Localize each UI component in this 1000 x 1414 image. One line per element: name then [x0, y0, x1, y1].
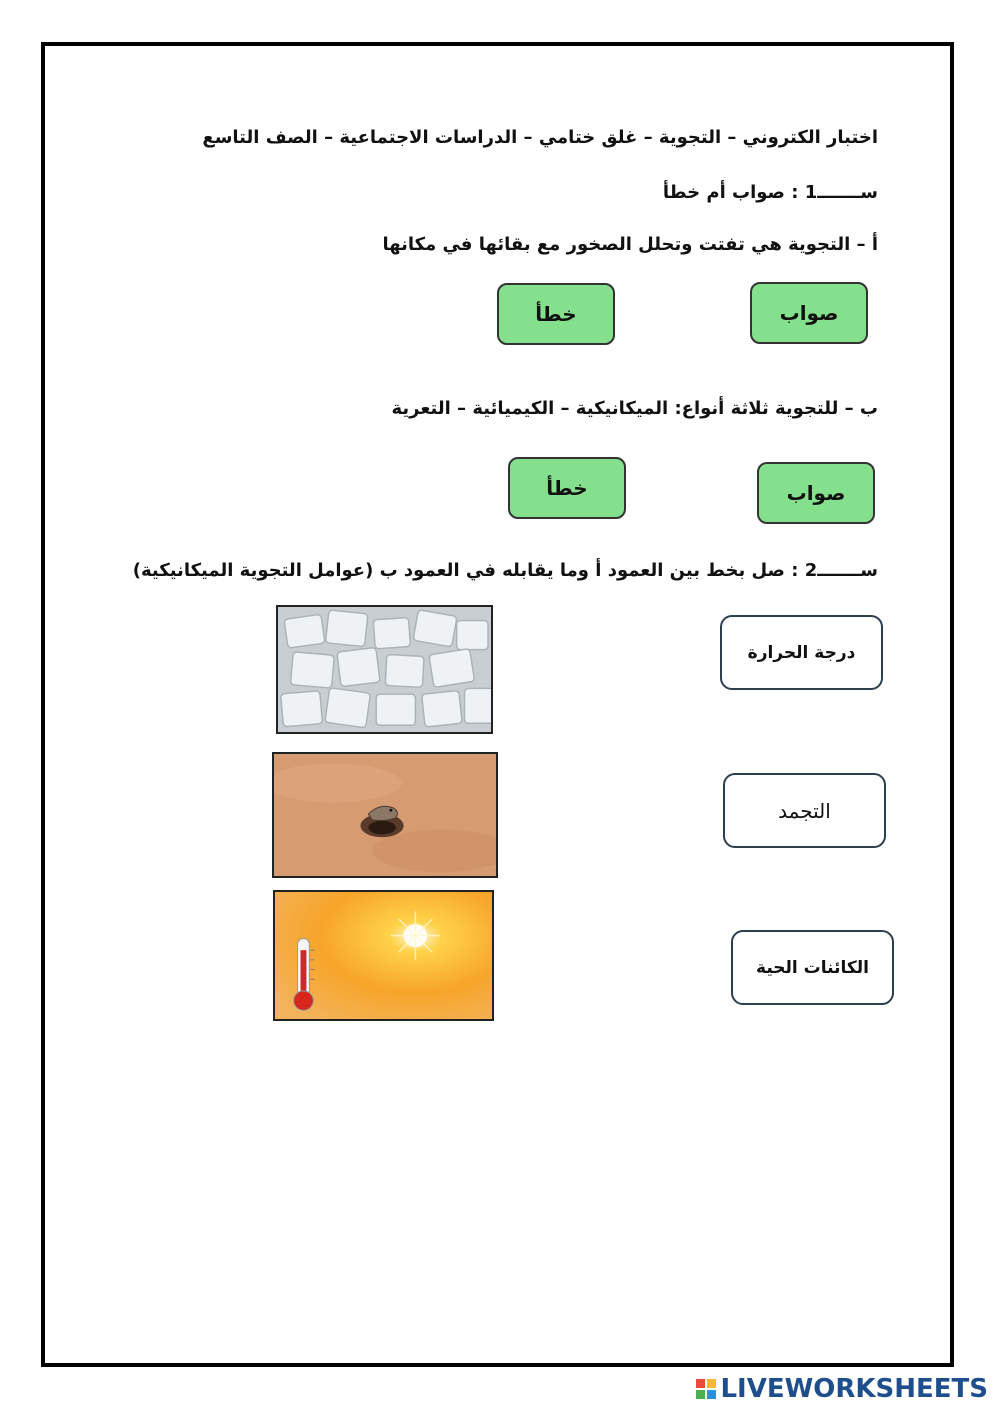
statement-a: أ – التجوية هي تفتت وتحلل الصخور مع بقائها في مكانها	[382, 234, 878, 255]
question-1-heading: ســـــــ1 : صواب أم خطأ	[662, 182, 878, 203]
ice-cubes-image[interactable]	[276, 605, 493, 734]
lizard-in-sand-image[interactable]	[272, 752, 498, 878]
logo-text: LIVEWORKSHEETS	[720, 1374, 988, 1404]
question-2-heading: ســـــــ2 : صل بخط بين العمود أ وما يقابله في العمود ب (عوامل التجوية الميكانيكية)	[132, 560, 878, 581]
false-button-b[interactable]: خطأ	[508, 457, 626, 519]
match-item-living-organisms[interactable]: الكائنات الحية	[731, 930, 894, 1005]
sun-thermometer-image[interactable]	[273, 890, 494, 1021]
liveworksheets-logo	[696, 1374, 988, 1404]
logo-cubes-icon	[696, 1379, 716, 1399]
true-button-a[interactable]: صواب	[750, 282, 868, 344]
worksheet-title: اختبار الكتروني – التجوية – غلق ختامي – الدراسات الاجتماعية – الصف التاسع	[202, 127, 878, 148]
match-item-temperature[interactable]: درجة الحرارة	[720, 615, 883, 690]
false-button-a[interactable]: خطأ	[497, 283, 615, 345]
match-item-freezing[interactable]: التجمد	[723, 773, 886, 848]
statement-b: ب – للتجوية ثلاثة أنواع: الميكانيكية – الكيميائية – التعرية	[391, 398, 878, 419]
true-button-b[interactable]: صواب	[757, 462, 875, 524]
